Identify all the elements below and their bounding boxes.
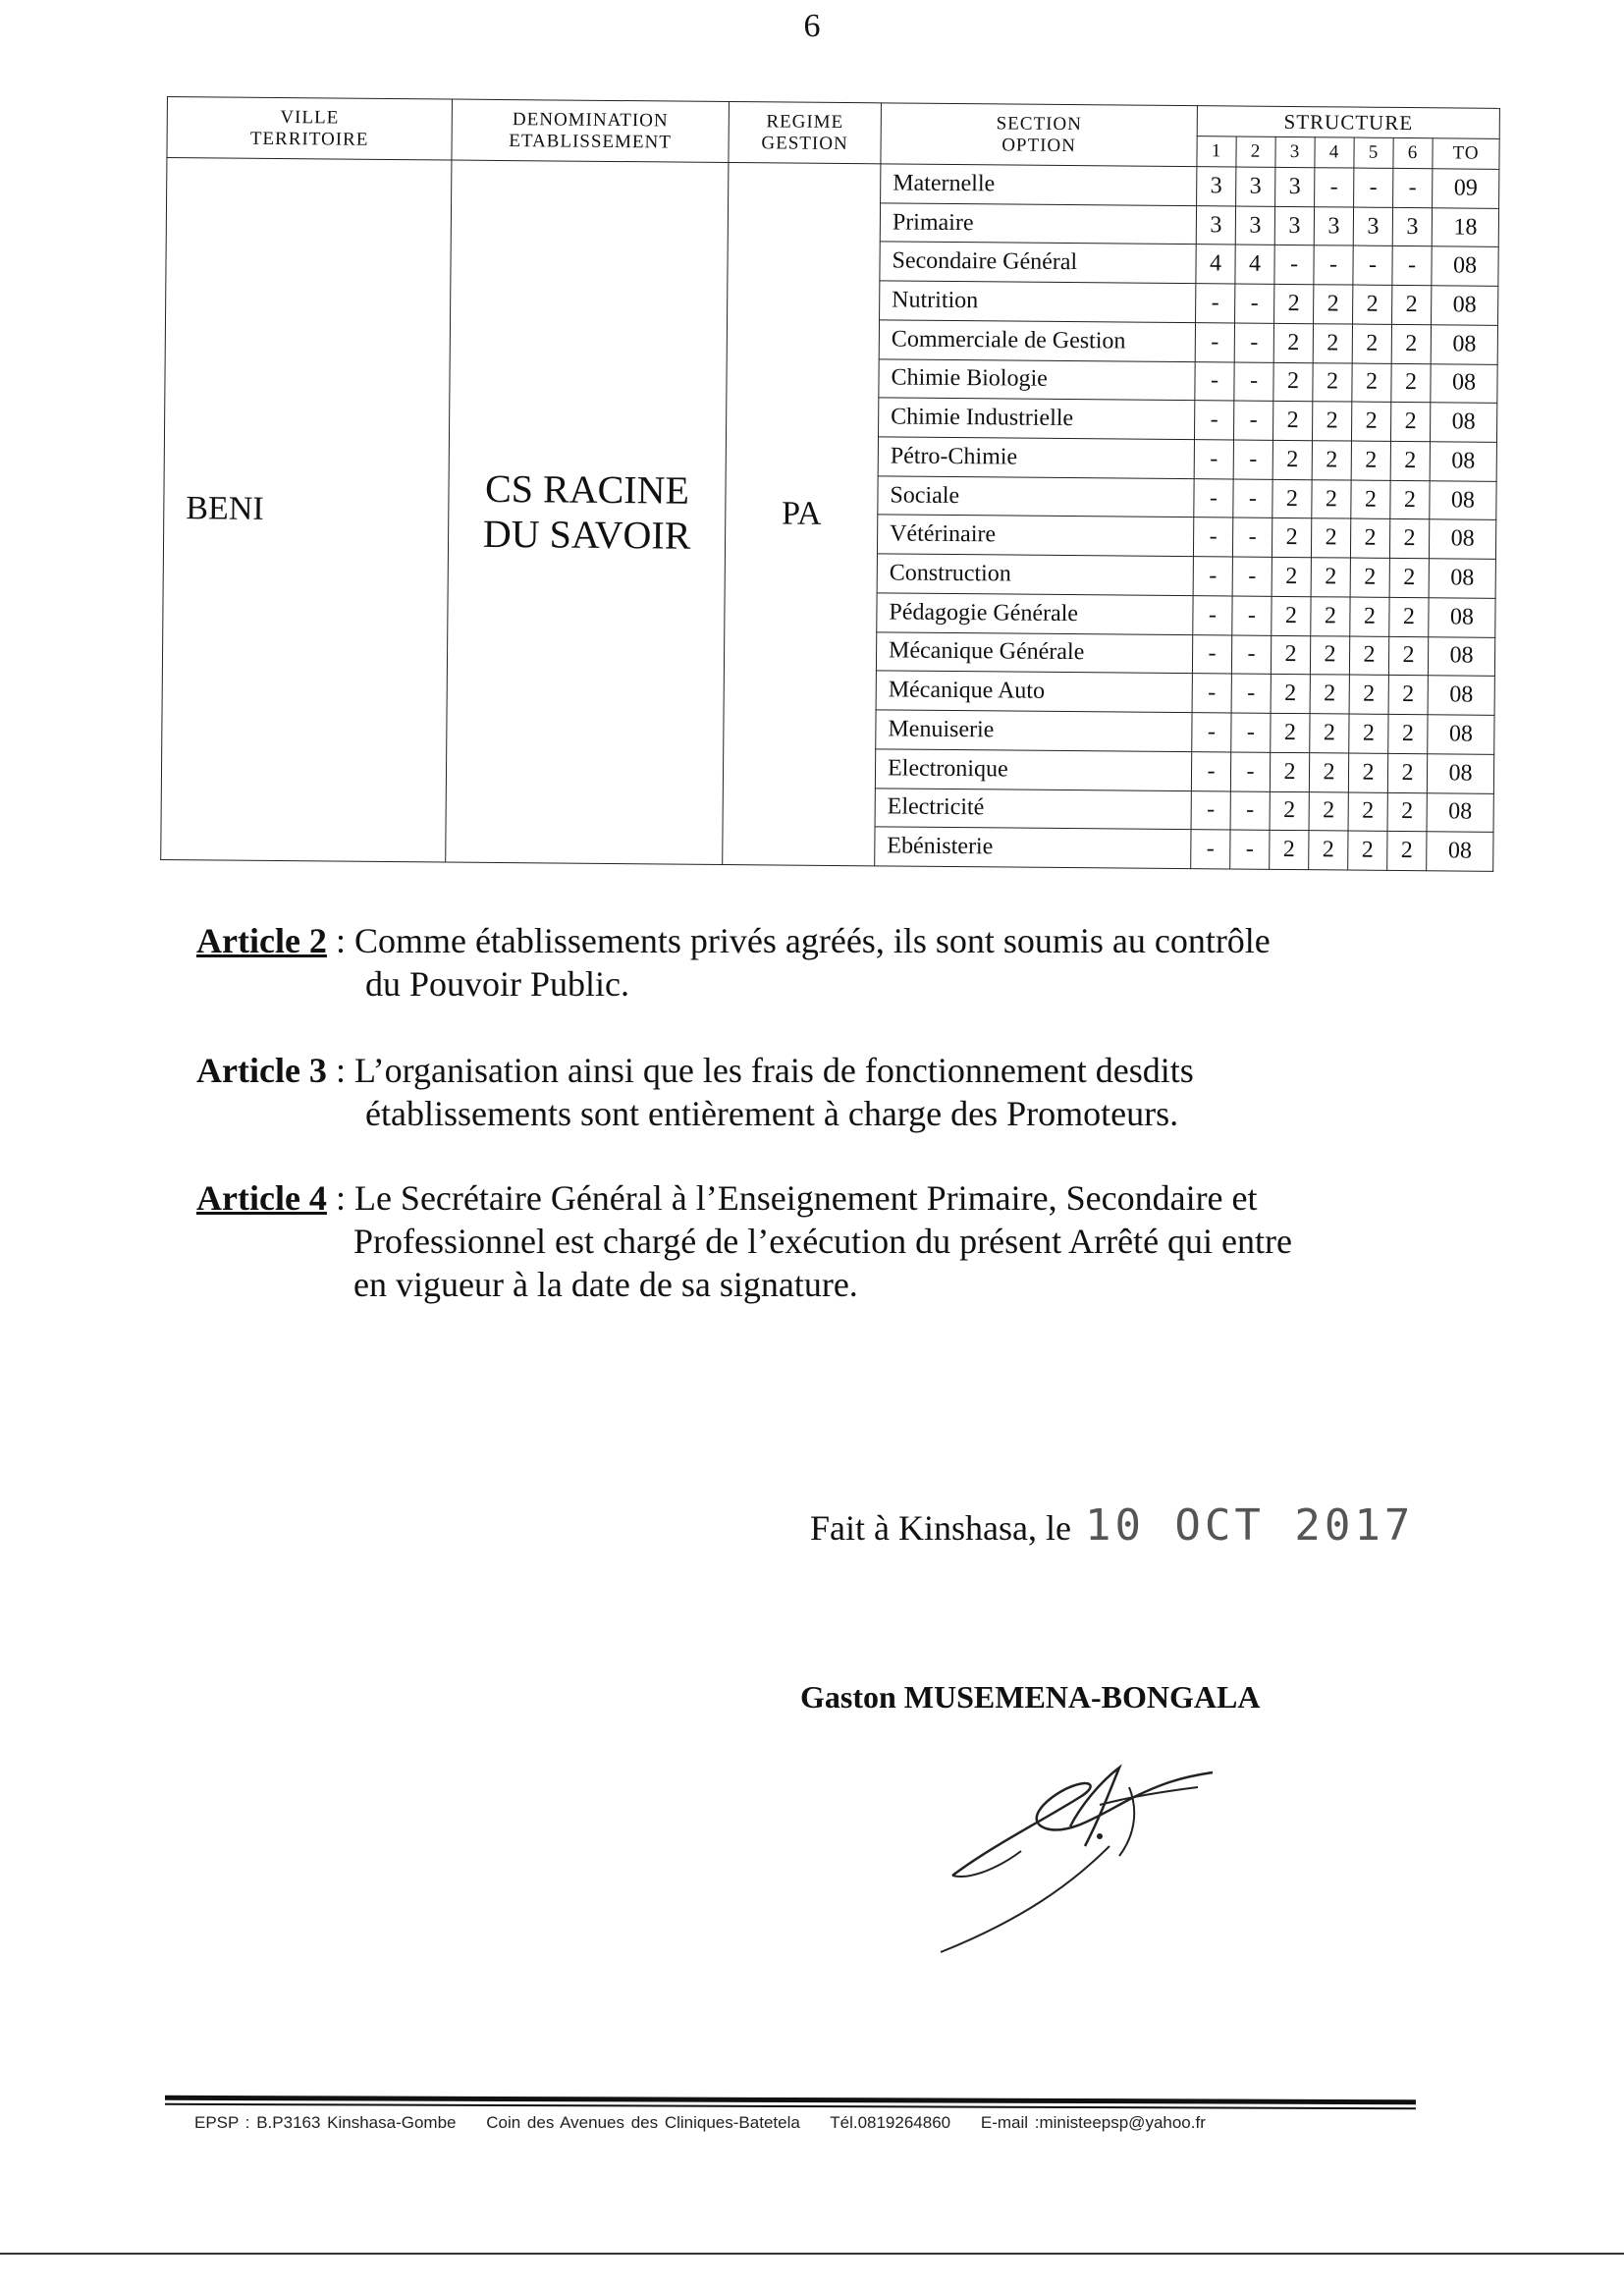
- structure-cell: 2: [1272, 440, 1312, 479]
- structure-cell: -: [1315, 168, 1354, 207]
- article-4: Article 4 : Le Secrétaire Général à l’Enseignement Primaire, Secondaire et Professionnel est chargé de l’exécution du présent Arrêté qui entre en vigueur à la date de sa signature.: [196, 1176, 1394, 1306]
- footer-epsp: EPSP : B.P3163 Kinshasa-Gombe: [194, 2113, 457, 2132]
- structure-cell: -: [1232, 596, 1272, 635]
- fait-text: Fait à Kinshasa, le: [810, 1508, 1071, 1548]
- structure-cell: -: [1235, 284, 1274, 323]
- section-cell: Electronique: [875, 749, 1191, 791]
- structure-cell: -: [1192, 674, 1231, 713]
- structure-cell: 2: [1313, 324, 1352, 363]
- structure-cell: 2: [1272, 518, 1311, 558]
- structure-cell: 2: [1271, 635, 1310, 675]
- structure-cell: -: [1192, 634, 1231, 674]
- section-cell: Vétérinaire: [877, 515, 1193, 557]
- structure-cell: 3: [1274, 206, 1314, 245]
- structure-cell: -: [1274, 245, 1314, 285]
- structure-cell: 2: [1387, 832, 1427, 871]
- header-structure-col: 3: [1275, 136, 1315, 167]
- structure-cell: 2: [1271, 675, 1310, 714]
- total-cell: 08: [1430, 403, 1496, 442]
- fait-a-kinshasa: [810, 1500, 1414, 1551]
- structure-cell: -: [1192, 713, 1231, 752]
- header-structure-col: 4: [1315, 137, 1354, 168]
- structure-cell: 2: [1312, 402, 1351, 441]
- structure-cell: -: [1232, 518, 1272, 557]
- structure-cell: 3: [1353, 207, 1392, 246]
- structure-cell: -: [1234, 362, 1273, 402]
- article-label: Article 3: [196, 1051, 327, 1090]
- ville-cell: BENI: [161, 158, 452, 863]
- structure-cell: -: [1195, 323, 1234, 362]
- total-cell: 08: [1428, 636, 1494, 676]
- structure-cell: -: [1191, 790, 1230, 830]
- section-cell: Pétro-Chimie: [878, 437, 1194, 479]
- section-cell: Pédagogie Générale: [877, 593, 1193, 635]
- structure-cell: 3: [1314, 206, 1353, 245]
- structure-cell: -: [1233, 401, 1272, 440]
- structure-table: [160, 96, 1500, 872]
- structure-cell: 2: [1309, 831, 1348, 870]
- section-cell: Ebénisterie: [875, 827, 1191, 869]
- header-structure: STRUCTURE: [1197, 106, 1499, 139]
- total-cell: 08: [1429, 559, 1495, 598]
- section-cell: Electricité: [875, 788, 1191, 830]
- header-structure-col: 5: [1354, 137, 1393, 168]
- header-denomination: DENOMINATION ETABLISSEMENT: [452, 99, 730, 162]
- structure-cell: 2: [1349, 636, 1388, 676]
- article-2: Article 2 : Comme établissements privés agréés, ils sont soumis au contrôle du Pouvoir Public.: [196, 919, 1394, 1006]
- footer-rule: [165, 2103, 1416, 2109]
- date-stamp: 10 OCT 2017: [1084, 1500, 1415, 1551]
- article-text: L’organisation ainsi que les frais de fonctionnement desdits: [353, 1051, 1194, 1090]
- structure-cell: -: [1314, 245, 1353, 285]
- structure-cell: -: [1231, 713, 1271, 752]
- total-cell: 08: [1429, 598, 1495, 637]
- footer-address: Coin des Avenues des Cliniques-Batetela: [486, 2113, 800, 2132]
- header-regime: REGIME GESTION: [729, 101, 882, 163]
- section-cell: Primaire: [880, 203, 1196, 245]
- article-3: Article 3 : L’organisation ainsi que les frais de fonctionnement desdits établissements sont entièrement à charge des Promoteurs.: [196, 1049, 1394, 1135]
- total-cell: 08: [1427, 832, 1493, 871]
- structure-cell: 2: [1388, 714, 1428, 753]
- total-cell: 08: [1430, 480, 1496, 519]
- structure-cell: -: [1193, 557, 1232, 596]
- structure-cell: 2: [1389, 597, 1429, 636]
- total-cell: 08: [1432, 246, 1498, 286]
- header-ville: VILLE TERRITOIRE: [167, 97, 453, 161]
- structure-cell: -: [1193, 518, 1232, 557]
- total-cell: 08: [1431, 363, 1497, 403]
- structure-cell: 4: [1196, 245, 1235, 284]
- section-cell: Menuiserie: [876, 710, 1192, 752]
- total-cell: 08: [1431, 325, 1497, 364]
- header-structure-col: TO: [1433, 138, 1499, 170]
- structure-cell: 2: [1348, 792, 1387, 832]
- structure-cell: 2: [1272, 402, 1312, 441]
- structure-cell: 2: [1388, 636, 1428, 676]
- structure-cell: -: [1234, 323, 1273, 362]
- structure-cell: 3: [1235, 206, 1274, 245]
- structure-cell: 2: [1274, 285, 1314, 324]
- structure-cell: 2: [1312, 441, 1351, 480]
- section-cell: Mécanique Générale: [876, 631, 1192, 674]
- total-cell: 08: [1432, 286, 1498, 325]
- signature-image: [933, 1728, 1286, 1954]
- page-number: 6: [803, 8, 821, 44]
- footer: [194, 2113, 1229, 2133]
- structure-cell: 4: [1235, 245, 1274, 284]
- structure-cell: 2: [1311, 518, 1350, 558]
- total-cell: 08: [1427, 792, 1493, 832]
- section-cell: Construction: [877, 554, 1193, 596]
- total-cell: 08: [1428, 676, 1494, 715]
- signatory-name: Gaston MUSEMENA-BONGALA: [800, 1679, 1261, 1715]
- total-cell: 08: [1427, 754, 1493, 793]
- structure-cell: 2: [1391, 363, 1431, 403]
- section-cell: Maternelle: [881, 164, 1197, 206]
- structure-cell: 2: [1309, 752, 1348, 791]
- structure-cell: -: [1191, 751, 1230, 790]
- article-text: établissements sont entièrement à charge des Promoteurs.: [365, 1094, 1179, 1133]
- structure-cell: 2: [1351, 480, 1390, 519]
- structure-cell: 2: [1388, 676, 1428, 715]
- structure-cell: 2: [1272, 596, 1311, 635]
- structure-cell: 2: [1271, 713, 1310, 752]
- total-cell: 18: [1432, 207, 1498, 246]
- structure-cell: -: [1232, 557, 1272, 596]
- structure-cell: 2: [1351, 402, 1390, 441]
- structure-cell: 2: [1389, 519, 1429, 559]
- structure-cell: 2: [1352, 324, 1391, 363]
- structure-cell: 2: [1311, 597, 1350, 636]
- structure-cell: 2: [1270, 831, 1309, 870]
- structure-cell: 2: [1272, 558, 1311, 597]
- structure-cell: 2: [1309, 791, 1348, 831]
- structure-cell: -: [1193, 596, 1232, 635]
- structure-cell: 2: [1270, 791, 1309, 831]
- structure-cell: 2: [1390, 441, 1430, 480]
- structure-cell: 2: [1273, 323, 1313, 362]
- structure-cell: -: [1194, 440, 1233, 479]
- section-cell: Chimie Biologie: [879, 358, 1195, 401]
- structure-cell: 3: [1275, 167, 1315, 206]
- structure-cell: 2: [1310, 714, 1349, 753]
- structure-cell: -: [1194, 401, 1233, 440]
- header-section: SECTION OPTION: [881, 103, 1198, 167]
- structure-cell: 2: [1348, 831, 1387, 870]
- structure-cell: -: [1191, 830, 1230, 869]
- structure-cell: 2: [1270, 752, 1309, 791]
- structure-cell: -: [1392, 246, 1432, 286]
- structure-cell: -: [1393, 168, 1433, 207]
- structure-cell: 2: [1389, 559, 1429, 598]
- article-label: Article 4: [196, 1178, 327, 1218]
- etablissement-cell: CS RACINE DU SAVOIR: [446, 160, 729, 864]
- structure-cell: -: [1196, 284, 1235, 323]
- section-cell: Sociale: [878, 476, 1194, 518]
- structure-cell: 2: [1310, 635, 1349, 675]
- structure-cell: 2: [1387, 792, 1427, 832]
- structure-cell: 2: [1314, 285, 1353, 324]
- total-cell: 09: [1433, 169, 1499, 208]
- article-label: Article 2: [196, 921, 327, 960]
- structure-cell: 2: [1351, 441, 1390, 480]
- structure-cell: -: [1233, 440, 1272, 479]
- header-structure-col: 1: [1197, 136, 1236, 167]
- structure-cell: 2: [1350, 558, 1389, 597]
- structure-cell: 3: [1392, 207, 1432, 246]
- article-text: Professionnel est chargé de l’exécution du présent Arrêté qui entre: [353, 1222, 1293, 1261]
- structure-cell: -: [1194, 478, 1233, 518]
- structure-cell: -: [1354, 168, 1393, 207]
- structure-cell: 3: [1196, 205, 1235, 245]
- structure-cell: 2: [1273, 362, 1313, 402]
- structure-cell: 2: [1350, 519, 1389, 559]
- section-cell: Mécanique Auto: [876, 671, 1192, 713]
- page-bottom-line: [0, 2253, 1624, 2255]
- structure-cell: 2: [1353, 285, 1392, 324]
- structure-cell: 2: [1392, 286, 1432, 325]
- structure-cell: 2: [1390, 403, 1430, 442]
- footer-email: E-mail :ministeepsp@yahoo.fr: [980, 2113, 1206, 2132]
- structure-cell: -: [1195, 361, 1234, 401]
- structure-cell: 2: [1310, 675, 1349, 714]
- structure-cell: 2: [1352, 363, 1391, 403]
- structure-cell: 2: [1391, 324, 1431, 363]
- structure-cell: -: [1231, 674, 1271, 713]
- structure-cell: 2: [1312, 479, 1351, 518]
- structure-cell: 2: [1272, 479, 1312, 518]
- section-cell: Nutrition: [880, 281, 1196, 323]
- structure-cell: 2: [1349, 675, 1388, 714]
- structure-cell: 2: [1349, 714, 1388, 753]
- article-text: Le Secrétaire Général à l’Enseignement Primaire, Secondaire et: [353, 1178, 1258, 1218]
- footer-tel: Tél.0819264860: [830, 2113, 951, 2132]
- structure-cell: 3: [1236, 167, 1275, 206]
- structure-cell: 2: [1348, 753, 1387, 792]
- section-cell: Commerciale de Gestion: [879, 320, 1195, 362]
- article-text: Comme établissements privés agréés, ils sont soumis au contrôle: [353, 921, 1271, 960]
- total-cell: 08: [1429, 519, 1495, 559]
- structure-cell: -: [1230, 830, 1270, 869]
- section-cell: Chimie Industrielle: [879, 398, 1195, 440]
- structure-cell: 2: [1313, 362, 1352, 402]
- structure-cell: 2: [1350, 597, 1389, 636]
- regime-cell: PA: [723, 162, 881, 865]
- structure-cell: -: [1231, 635, 1271, 675]
- structure-cell: -: [1230, 752, 1270, 791]
- article-text: en vigueur à la date de sa signature.: [353, 1265, 858, 1304]
- total-cell: 08: [1428, 715, 1494, 754]
- header-structure-col: 6: [1393, 137, 1433, 168]
- structure-cell: 2: [1311, 558, 1350, 597]
- article-text: du Pouvoir Public.: [365, 964, 630, 1004]
- structure-cell: -: [1233, 479, 1272, 518]
- structure-cell: 2: [1390, 480, 1430, 519]
- total-cell: 08: [1430, 442, 1496, 481]
- structure-cell: 2: [1387, 753, 1427, 792]
- header-structure-col: 2: [1236, 136, 1275, 167]
- section-cell: Secondaire Général: [880, 242, 1196, 284]
- structure-cell: -: [1353, 245, 1392, 285]
- structure-cell: 3: [1197, 167, 1236, 206]
- structure-cell: -: [1230, 790, 1270, 830]
